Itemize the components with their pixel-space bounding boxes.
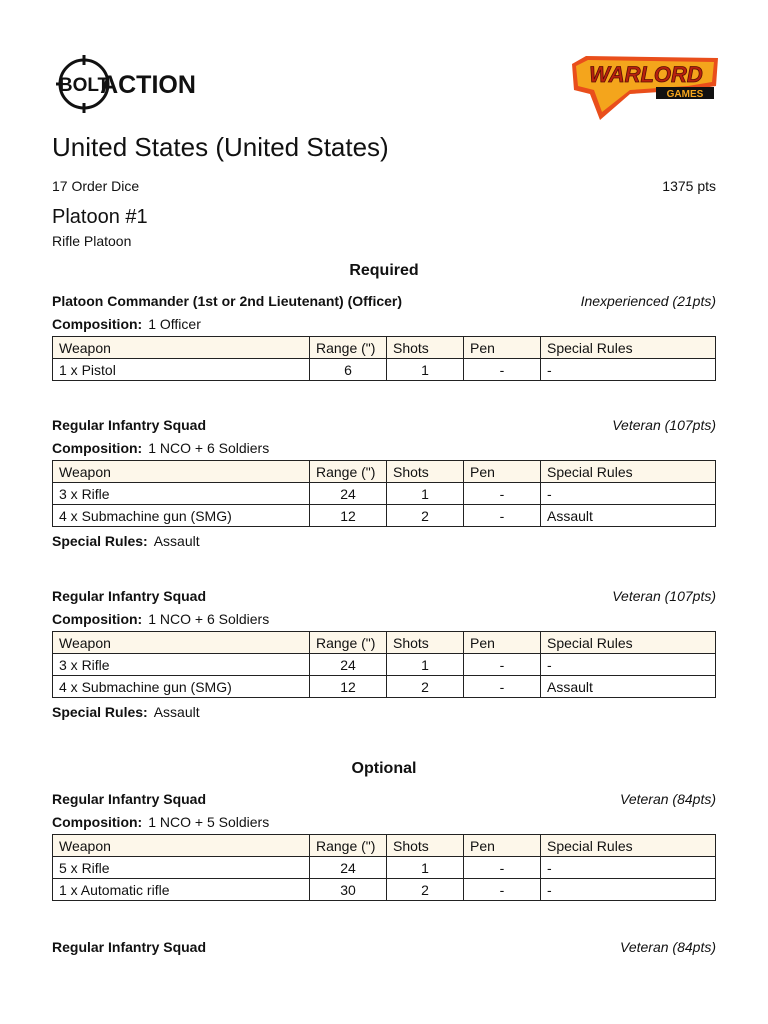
platoon-title: Platoon #1 xyxy=(52,206,148,228)
table-row: 1 x Pistol 6 1 - - xyxy=(53,359,716,381)
unit-card xyxy=(52,937,716,957)
unit-composition: Composition: 1 Officer xyxy=(52,316,201,332)
table-row: 3 x Rifle 24 1 - - xyxy=(53,483,716,505)
table-row: 4 x Submachine gun (SMG) 12 2 - Assault xyxy=(53,505,716,527)
section-optional: Optional xyxy=(351,760,417,777)
unit-name: Regular Infantry Squad xyxy=(52,791,207,807)
army-points: 1375 pts xyxy=(662,178,716,194)
weapons-table: Weapon Range (") Shots Pen Special Rules 3 x Rifle 24 1 - - 4 x Submachine gun (SMG) 12 2 - Assault xyxy=(52,460,716,527)
unit-cost: Veteran (107pts) xyxy=(612,588,716,604)
unit-cost: Veteran (84pts) xyxy=(620,791,716,807)
unit-cost: Veteran (84pts) xyxy=(620,939,716,955)
unit-name: Regular Infantry Squad xyxy=(52,939,207,955)
table-row: 1 x Automatic rifle 30 2 - - xyxy=(53,879,716,901)
table-row: 4 x Submachine gun (SMG) 12 2 - Assault xyxy=(53,676,716,698)
warlord-games-logo xyxy=(570,50,720,122)
unit-name: Regular Infantry Squad xyxy=(52,588,207,604)
platoon-subtitle: Rifle Platoon xyxy=(52,233,132,249)
order-dice: 17 Order Dice xyxy=(52,178,140,194)
unit-composition: Composition: 1 NCO + 5 Soldiers xyxy=(52,814,270,830)
section-required: Required xyxy=(349,262,419,279)
unit-composition: Composition: 1 NCO + 6 Soldiers xyxy=(52,440,270,456)
unit-name: Regular Infantry Squad xyxy=(52,417,207,433)
unit-special-rules: Special Rules: Assault xyxy=(52,704,200,720)
table-row: 3 x Rifle 24 1 - - xyxy=(53,654,716,676)
bolt-action-logo xyxy=(56,55,216,113)
unit-card xyxy=(52,789,716,901)
army-meta xyxy=(52,178,716,194)
unit-name: Platoon Commander (1st or 2nd Lieutenant) (Officer) xyxy=(52,293,403,309)
weapons-table: Weapon Range (") Shots Pen Special Rules 5 x Rifle 24 1 - - 1 x Automatic rifle 30 2 - - xyxy=(52,834,716,901)
unit-card xyxy=(52,415,716,552)
table-row: 5 x Rifle 24 1 - - xyxy=(53,857,716,879)
weapons-table: Weapon Range (") Shots Pen Special Rules 1 x Pistol 6 1 - - xyxy=(52,336,716,381)
unit-card xyxy=(52,291,716,381)
army-title: United States (United States) xyxy=(52,132,389,162)
warlord-logo-text-b: GAMES xyxy=(666,89,704,100)
unit-cost: Inexperienced (21pts) xyxy=(580,293,716,309)
unit-cost: Veteran (107pts) xyxy=(612,417,716,433)
unit-card xyxy=(52,586,716,723)
unit-special-rules: Special Rules: Assault xyxy=(52,533,200,549)
unit-composition: Composition: 1 NCO + 6 Soldiers xyxy=(52,611,270,627)
weapons-table: Weapon Range (") Shots Pen Special Rules 3 x Rifle 24 1 - - 4 x Submachine gun (SMG) 12 2 - Assault xyxy=(52,631,716,698)
warlord-logo-text-a: WARLORD xyxy=(589,62,703,87)
bolt-action-logo-text-b: ACTION xyxy=(100,71,196,99)
bolt-action-logo-text-a: BOLT xyxy=(58,75,110,96)
